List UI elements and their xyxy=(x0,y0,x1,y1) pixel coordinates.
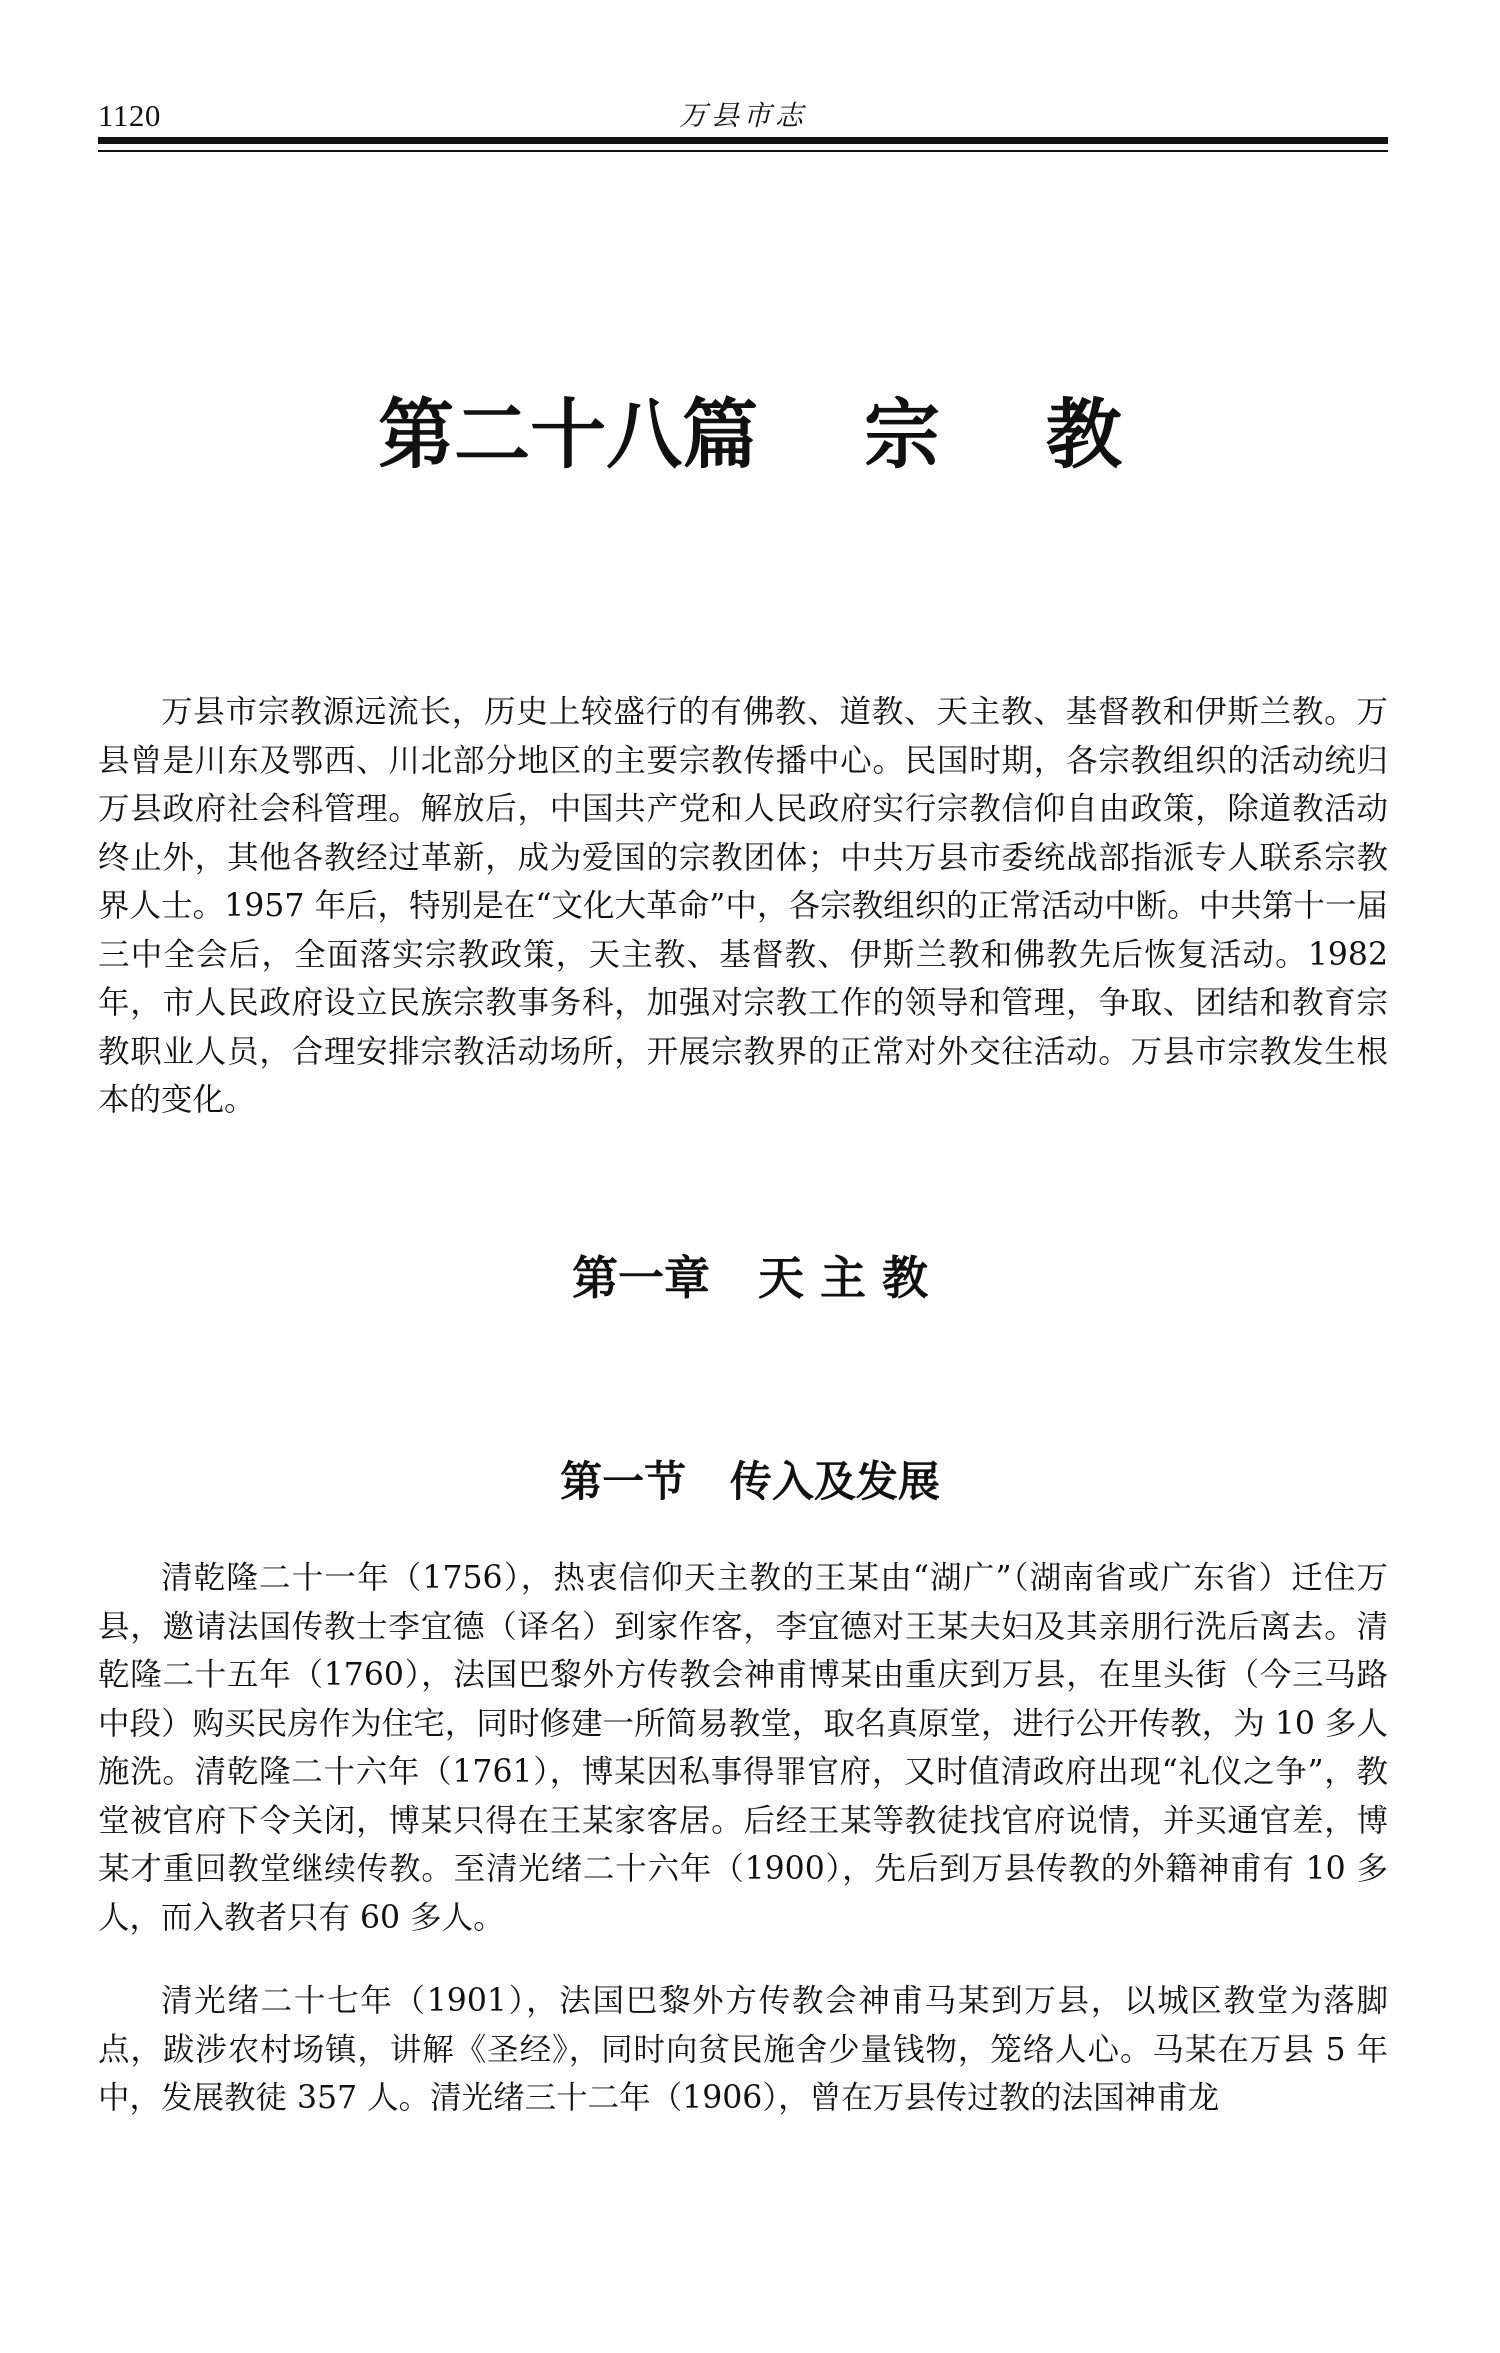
body-paragraph: 清乾隆二十一年（1756），热衷信仰天主教的王某由“湖广”（湖南省或广东省）迁住万县，邀请法国传教士李宜德（译名）到家作客，李宜德对王某夫妇及其亲朋行洗后离去。清乾隆二十五年（1760），法国巴黎外方传教会神甫博某由重庆到万县，在里头街（今三马路中段）购买民房作为住宅，同时修建一所简易教堂，取名真原堂，进行公开传教，为 10 多人施洗。清乾隆二十六年（1761），博某因私事得罪官府，又时值清政府出现“礼仪之争”，教堂被官府下令关闭，博某只得在王某家客居。后经王某等教徒找官府说情，并买通官差，博某才重回教堂继续传教。至清光绪二十六年（1900），先后到万县传教的外籍神甫有 10 多人，而入教者只有 60 多人。 xyxy=(98,1560,1388,1936)
section-title: 第一节 传入及发展 xyxy=(560,1457,940,1506)
chapter-title: 第一章 天 主 教 xyxy=(571,1251,929,1305)
body-paragraph: 清光绪二十七年（1901），法国巴黎外方传教会神甫马某到万县，以城区教堂为落脚点，跋涉农村场镇，讲解《圣经》，同时向贫民施舍少量钱物，笼络人心。马某在万县 5 年中，发展教徒 357 人。清光绪三十二年（1906），曾在万县传过教的法国神甫龙 xyxy=(98,1983,1388,2116)
page-number: 1120 xyxy=(98,98,161,133)
intro-paragraph: 万县市宗教源远流长，历史上较盛行的有佛教、道教、天主教、基督教和伊斯兰教。万县曾是川东及鄂西、川北部分地区的主要宗教传播中心。民国时期，各宗教组织的活动统归万县政府社会科管理。解放后，中国共产党和人民政府实行宗教信仰自由政策，除道教活动终止外，其他各教经过革新，成为爱国的宗教团体；中共万县市委统战部指派专人联系宗教界人士。1957 年后，特别是在“文化大革命”中，各宗教组织的正常活动中断。中共第十一届三中全会后，全面落实宗教政策，天主教、基督教、伊斯兰教和佛教先后恢复活动。1982 年，市人民政府设立民族宗教事务科，加强对宗教工作的领导和管理，争取、团结和教育宗教职业人员，合理安排宗教活动场所，开展宗教界的正常对外交往活动。万县市宗教发生根本的变化。 xyxy=(98,694,1388,1118)
part-title: 第二十八篇 宗 教 xyxy=(378,390,1122,479)
running-title: 万县市志 xyxy=(678,99,807,132)
header-rule-thin xyxy=(98,150,1388,152)
header-rule-thick xyxy=(98,137,1388,144)
